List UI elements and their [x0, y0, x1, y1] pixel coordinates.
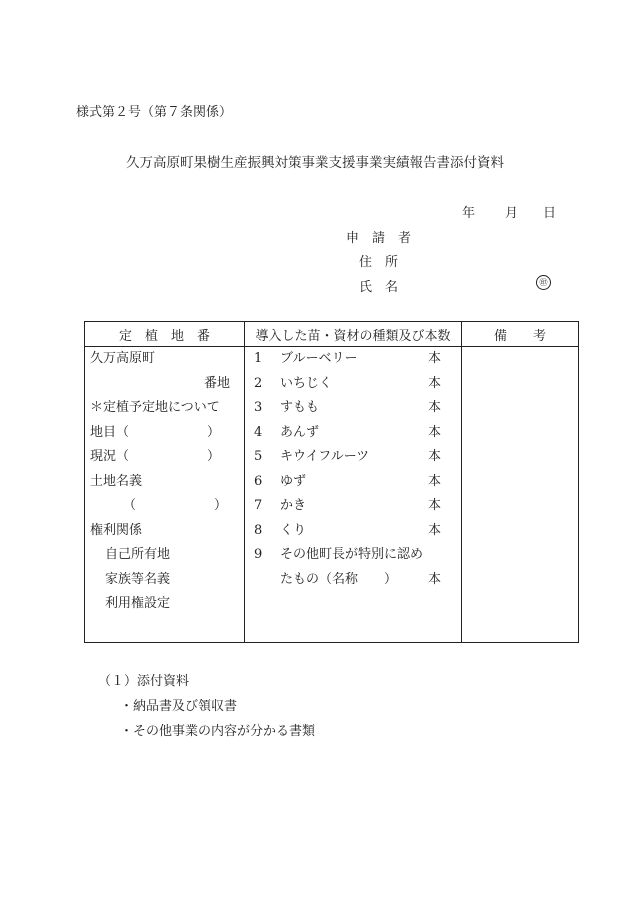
address-label: 住 所: [359, 255, 399, 270]
list-item: 1 ブルーベリー 本: [254, 351, 442, 366]
rights-option-usage: 利用権設定: [105, 596, 171, 611]
planting-table: [84, 321, 579, 643]
town-name: 久万高原町: [90, 351, 156, 366]
list-item: 6 ゆず 本: [254, 473, 442, 489]
current-state-field: 現況（ ）: [90, 449, 221, 464]
table-header-row: [85, 322, 579, 347]
applicant-label: 申 請 者: [346, 231, 412, 246]
date-month-label: 月: [505, 206, 519, 221]
attachment-item: ・その他事業の内容が分かる書類: [120, 724, 316, 739]
list-item: 2 いちじく 本: [254, 375, 442, 391]
attachments-heading: （１）添付資料: [98, 674, 190, 689]
name-label: 氏 名: [359, 280, 399, 295]
attachment-item: ・納品書及び領収書: [120, 699, 238, 714]
seal-mark: ㊞: [536, 275, 551, 290]
list-item: 4 あんず 本: [254, 424, 442, 440]
date-day-label: 日: [543, 206, 557, 221]
lot-number-label: 番地: [203, 375, 230, 391]
list-item: 9 その他町長が特別に認め: [254, 547, 424, 562]
header-remarks: 備 考: [462, 322, 579, 347]
land-category-field: 地目（ ）: [90, 424, 221, 440]
seedlings-cell: [245, 347, 462, 643]
land-owner-label: 土地名義: [90, 473, 143, 489]
header-planting-lot: 定 植 地 番: [85, 322, 245, 347]
list-item: 7 かき 本: [254, 498, 442, 513]
list-item: 8 くり 本: [254, 522, 442, 538]
form-number: 様式第２号（第７条関係）: [76, 105, 233, 120]
list-item: たもの（名称 ） 本: [280, 571, 442, 587]
date-year-label: 年: [462, 206, 476, 221]
remarks-cell: [462, 347, 579, 643]
table-body-row: [85, 347, 579, 643]
list-item: 3 すもも 本: [254, 400, 442, 415]
rights-option-family: 家族等名義: [105, 571, 171, 587]
rights-label: 権利関係: [90, 522, 143, 538]
land-owner-field: （ ）: [123, 498, 228, 513]
header-seedlings-materials: 導入した苗・資材の種類及び本数: [245, 322, 462, 347]
planned-site-note: ＊定植予定地について: [90, 400, 220, 415]
list-item: 5 キウイフルーツ 本: [254, 449, 442, 464]
planting-lot-cell: [85, 347, 245, 643]
document-title: 久万高原町果樹生産振興対策事業支援事業実績報告書添付資料: [126, 155, 504, 171]
rights-option-own: 自己所有地: [105, 547, 171, 562]
